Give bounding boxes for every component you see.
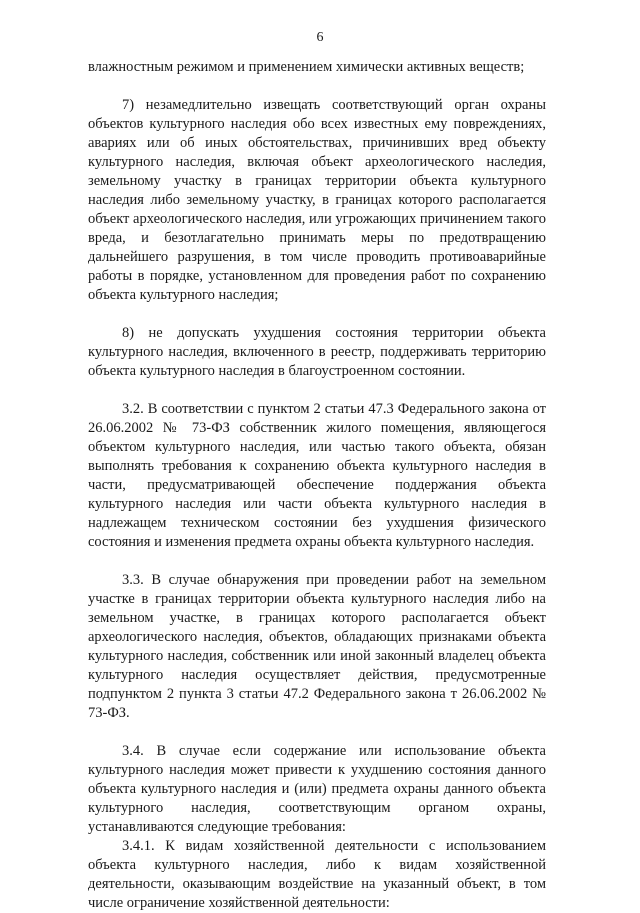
paragraph-item-7: 7) незамедлительно извещать соответствующий орган охраны объектов культурного наследия обо всех известных ему повреждениях, авариях или об иных обстоятельствах, причинивших вред объекту культурного наследия, включая объект археологического наследия, земельному участку в границах территории объекта культурного наследия либо земельному участку, в границах которого располагается объект археологического наследия, или угрожающих причинением такого вреда, и безотлагательно принимать меры по предотвращению дальнейшего разрушения, в том числе проводить противоаварийные работы в порядке, установленном для проведения работ по сохранению объекта культурного наследия; [88, 97, 546, 303]
paragraph-item-8: 8) не допускать ухудшения состояния территории объекта культурного наследия, включенного в реестр, поддерживать территорию объекта культурного наследия в благоустроенном состоянии. [88, 325, 546, 379]
page-number: 6 [316, 30, 324, 45]
document-body [88, 58, 546, 913]
paragraph-3-4: 3.4. В случае если содержание или использование объекта культурного наследия может привести к ухудшению состояния данного объекта культурного наследия и (или) предмета охраны данного объекта культурного наследия, соответствующим органом охраны, устанавливаются следующие требования: [88, 743, 546, 835]
paragraph-continuation: влажностным режимом и применением химически активных веществ; [88, 59, 525, 75]
paragraph-3-4-1: 3.4.1. К видам хозяйственной деятельности с использованием объекта культурного наследия, либо к видам хозяйственной деятельности, оказывающим воздействие на указанный объект, в том числе ограничение хозяйственной деятельности: [88, 838, 546, 911]
paragraph-3-3: 3.3. В случае обнаружения при проведении работ на земельном участке в границах территории объекта культурного наследия либо на земельном участке, в границах которого располагается объект археологического наследия, объектов, обладающих признаками объекта культурного наследия, собственник или иной законный владелец объекта культурного наследия осуществляет действия, предусмотренные подпунктом 2 пункта 3 статьи 47.2 Федерального закона т 26.06.2002 № 73-ФЗ. [88, 572, 546, 721]
paragraph-3-2: 3.2. В соответствии с пунктом 2 статьи 47.3 Федерального закона от 26.06.2002 № 73-ФЗ собственник жилого помещения, являющегося объектом культурного наследия, или частью такого объекта, обязан выполнять требования к сохранению объекта культурного наследия в части, предусматривающей обеспечение поддержания объекта культурного наследия или части объекта культурного наследия в надлежащем техническом состоянии без ухудшения физического состояния и изменения предмета охраны объекта культурного наследия. [88, 401, 546, 550]
